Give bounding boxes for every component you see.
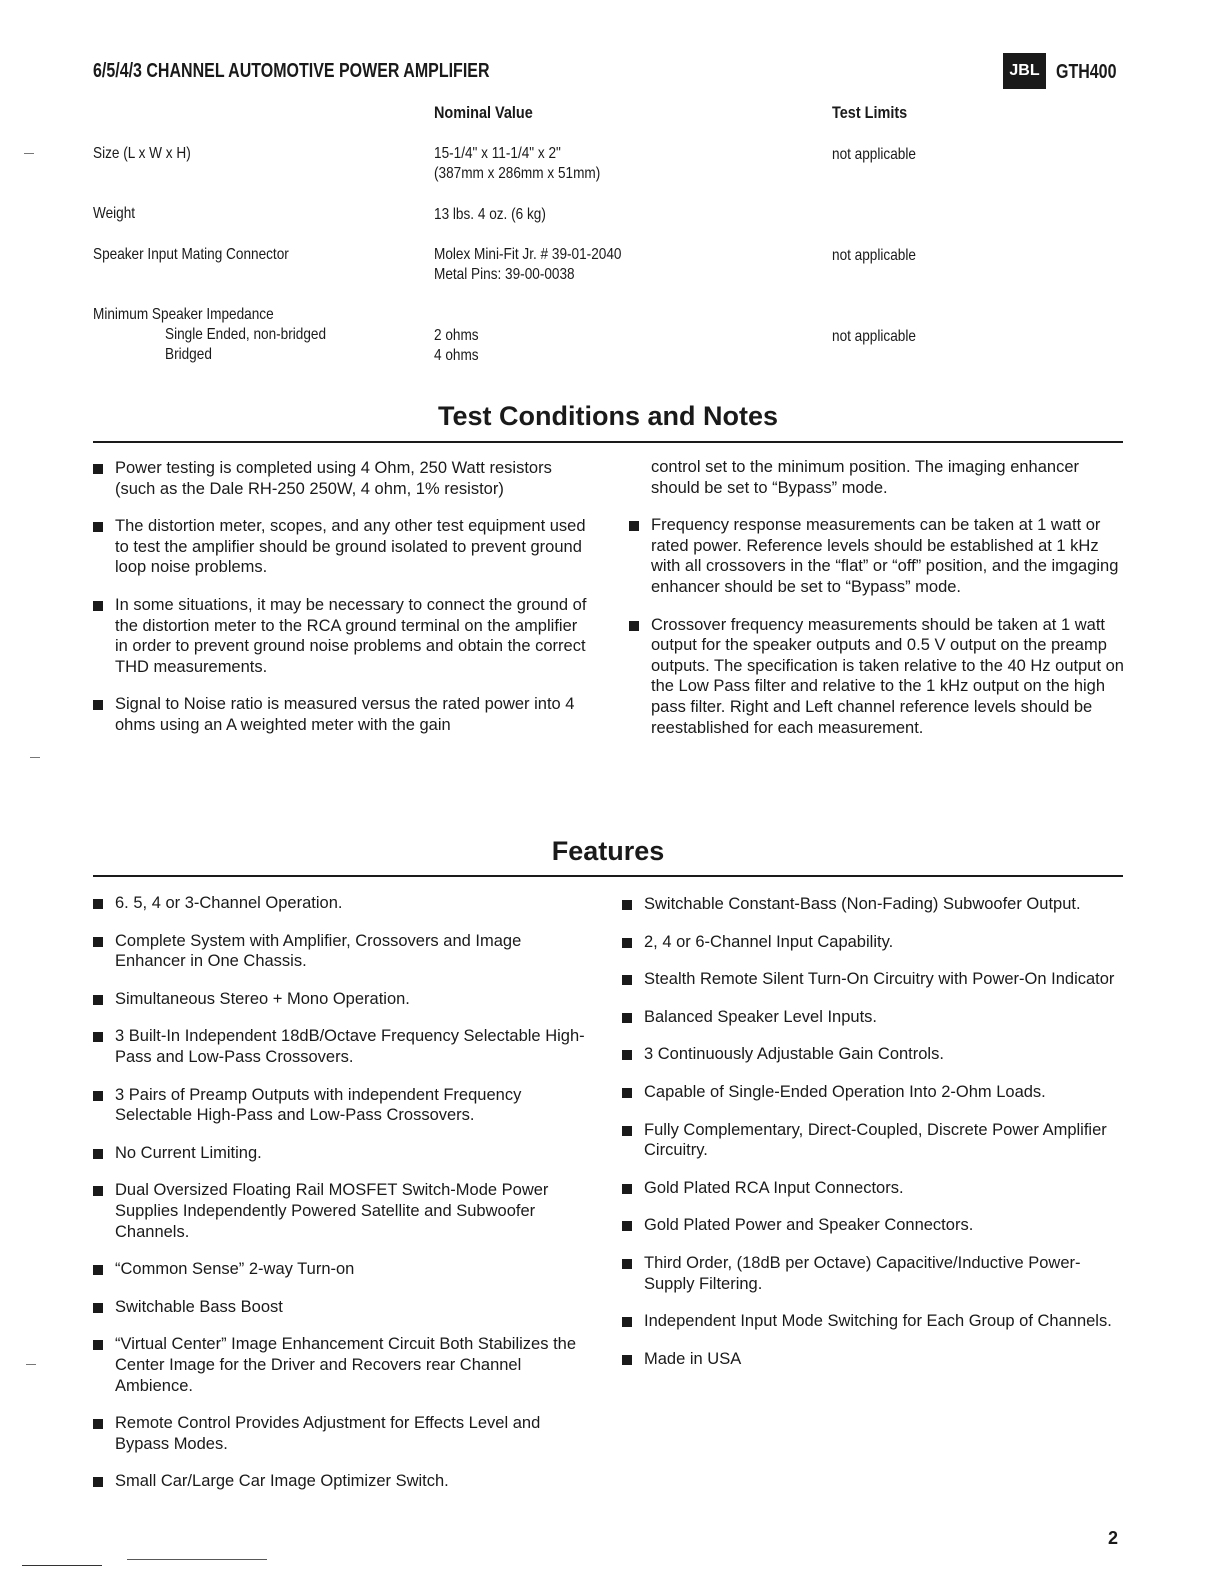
features-rule	[93, 875, 1123, 877]
feature-item	[93, 1026, 593, 1067]
impedance-single-ended: Single Ended, non-bridged	[165, 326, 327, 343]
feature-text: Third Order, (18dB per Octave) Capacitive/Inductive Power-Supply Filtering.	[644, 1253, 1081, 1293]
feature-item	[622, 932, 1122, 953]
footer-rule	[22, 1565, 102, 1566]
feature-item	[622, 1253, 1122, 1294]
size-label: Size (L x W x H)	[93, 145, 191, 162]
feature-item	[622, 1215, 1122, 1236]
bullet-icon	[622, 1317, 632, 1327]
nominal-value-header: Nominal Value	[434, 103, 533, 122]
feature-item	[93, 1413, 593, 1454]
continuation-text: control set to the minimum position. The imaging enhancer should be set to “Bypass” mode.	[651, 458, 1080, 497]
feature-item	[93, 1297, 593, 1318]
feature-text: 6. 5, 4 or 3-Channel Operation.	[115, 894, 343, 912]
margin-mark	[24, 153, 34, 154]
feature-text: Fully Complementary, Direct-Coupled, Discrete Power Amplifier Circuitry.	[644, 1120, 1107, 1160]
feature-item	[622, 1044, 1122, 1065]
feature-text: Gold Plated Power and Speaker Connectors.	[644, 1216, 974, 1235]
size-limit: not applicable	[832, 146, 916, 163]
feature-text: 3 Pairs of Preamp Outputs with independent Frequency Selectable High-Pass and Low-Pass Crossovers.	[115, 1085, 522, 1125]
bullet-icon	[622, 975, 632, 985]
bullet-icon	[93, 1265, 103, 1275]
list-item-text: In some situations, it may be necessary to connect the ground of the distortion meter to the RCA ground terminal on the amplifier in order to prevent ground noise problems and obtain the correct THD measurements.	[115, 595, 587, 676]
feature-item	[622, 894, 1122, 915]
impedance-value-2: 4 ohms	[434, 347, 479, 364]
list-item-text: Frequency response measurements can be taken at 1 watt or rated power. Reference levels should be established at 1 kHz with all crossovers in the “flat” or “off” position, and the imgaging enhancer should be set to “Bypass” mode.	[651, 516, 1119, 596]
bullet-icon	[93, 601, 103, 611]
features-left-column	[93, 893, 593, 1492]
page-number: 2	[1108, 1528, 1119, 1548]
feature-item	[622, 1120, 1122, 1161]
impedance-bridged: Bridged	[165, 346, 212, 363]
feature-item	[93, 931, 593, 972]
size-value-2: (387mm x 286mm x 51mm)	[434, 165, 601, 182]
feature-text: “Common Sense” 2-way Turn-on	[115, 1260, 355, 1279]
feature-item	[622, 1311, 1122, 1332]
bullet-icon	[93, 1149, 103, 1159]
feature-text: Made in USA	[644, 1349, 742, 1368]
size-value-1: 15-1/4" x 11-1/4" x 2"	[434, 145, 561, 162]
feature-item	[93, 1085, 593, 1126]
list-item-text: Crossover frequency measurements should be taken at 1 watt output for the speaker outputs and 0.5 V output on the preamp outputs. The specification is taken relative to the 40 Hz output on the Low Pass filter and relative to the 1 kHz output on the high pass filter. Right and Left channel reference levels should be reestablished for each measurement.	[651, 615, 1124, 737]
feature-item	[622, 1082, 1122, 1103]
logo-text: JBL	[1009, 62, 1040, 79]
bullet-icon	[93, 522, 103, 532]
connector-value-2: Metal Pins: 39-00-0038	[434, 266, 575, 283]
feature-item	[93, 893, 593, 914]
features-right-column	[622, 894, 1122, 1369]
impedance-value-1: 2 ohms	[434, 327, 479, 344]
bullet-icon	[93, 937, 103, 947]
bullet-icon	[622, 938, 632, 948]
feature-text: Complete System with Amplifier, Crossovers and Image Enhancer in One Chassis.	[115, 931, 522, 971]
feature-text: Remote Control Provides Adjustment for Effects Level and Bypass Modes.	[115, 1414, 541, 1453]
bullet-icon	[622, 1355, 632, 1365]
connector-label: Speaker Input Mating Connector	[93, 246, 289, 263]
feature-text: Capable of Single-Ended Operation Into 2-Ohm Loads.	[644, 1082, 1046, 1101]
footer-rule-blue	[127, 1559, 267, 1560]
list-item	[93, 458, 593, 499]
feature-text: Small Car/Large Car Image Optimizer Switch.	[115, 1472, 449, 1491]
bullet-icon	[622, 1088, 632, 1098]
feature-text: Switchable Bass Boost	[115, 1297, 283, 1316]
bullet-icon	[622, 1221, 632, 1231]
feature-text: 3 Continuously Adjustable Gain Controls.	[644, 1045, 944, 1064]
feature-text: Balanced Speaker Level Inputs.	[644, 1007, 877, 1026]
bullet-icon	[629, 521, 639, 531]
list-item	[93, 595, 593, 677]
feature-item	[93, 989, 593, 1010]
bullet-icon	[93, 1303, 103, 1313]
list-item-text: The distortion meter, scopes, and any other test equipment used to test the amplifier should be ground isolated to prevent ground loop noise problems.	[115, 517, 586, 577]
list-item	[629, 615, 1124, 739]
bullet-icon	[622, 1126, 632, 1136]
weight-label: Weight	[93, 205, 136, 222]
bullet-icon	[93, 899, 103, 909]
feature-text: Independent Input Mode Switching for Each Group of Channels.	[644, 1312, 1112, 1331]
bullet-icon	[622, 1259, 632, 1269]
jbl-logo	[1003, 53, 1046, 89]
list-item-text: Signal to Noise ratio is measured versus the rated power into 4 ohms using an A weighted meter with the gain	[115, 695, 575, 734]
impedance-label: Minimum Speaker Impedance	[93, 306, 274, 323]
list-item-text: Power testing is completed using 4 Ohm, 250 Watt resistors (such as the Dale RH-250 250W, 4 ohm, 1% resistor)	[115, 459, 552, 498]
test-conditions-title: Test Conditions and Notes	[437, 401, 778, 431]
feature-item	[622, 1349, 1122, 1370]
feature-item	[93, 1259, 593, 1280]
feature-text: 3 Built-In Independent 18dB/Octave Frequency Selectable High-Pass and Low-Pass Crossovers.	[115, 1027, 585, 1066]
bullet-icon	[629, 621, 639, 631]
test-limits-header: Test Limits	[832, 103, 908, 122]
feature-item	[622, 1178, 1122, 1199]
margin-mark	[26, 1364, 36, 1365]
feature-text: Switchable Constant-Bass (Non-Fading) Subwoofer Output.	[644, 895, 1081, 913]
feature-text: Dual Oversized Floating Rail MOSFET Switch-Mode Power Supplies Independently Powered Satellite and Subwoofer Channels.	[115, 1181, 549, 1241]
impedance-limit: not applicable	[832, 328, 916, 345]
bullet-icon	[93, 464, 103, 474]
bullet-icon	[93, 1091, 103, 1101]
bullet-icon	[622, 1050, 632, 1060]
list-item	[93, 694, 593, 735]
margin-mark	[30, 757, 40, 758]
bullet-icon	[622, 1184, 632, 1194]
feature-item	[93, 1143, 593, 1164]
bullet-icon	[93, 995, 103, 1005]
bullet-icon	[622, 900, 632, 910]
model-number: GTH400	[1056, 61, 1117, 83]
feature-item	[93, 1180, 593, 1242]
bullet-icon	[93, 1032, 103, 1042]
feature-item	[93, 1471, 593, 1492]
list-item	[93, 516, 593, 578]
test-conditions-right-column	[629, 457, 1124, 738]
feature-item	[622, 969, 1122, 990]
feature-text: “Virtual Center” Image Enhancement Circuit Both Stabilizes the Center Image for the Driver and Recovers rear Channel Ambience.	[115, 1335, 577, 1395]
feature-item	[622, 1007, 1122, 1028]
connector-value-1: Molex Mini-Fit Jr. # 39-01-2040	[434, 246, 622, 263]
feature-text: Gold Plated RCA Input Connectors.	[644, 1178, 904, 1197]
feature-text: No Current Limiting.	[115, 1143, 262, 1162]
bullet-icon	[93, 1340, 103, 1350]
bullet-icon	[93, 700, 103, 710]
features-title: Features	[551, 836, 665, 866]
bullet-icon	[93, 1419, 103, 1429]
bullet-icon	[93, 1186, 103, 1196]
weight-value: 13 lbs. 4 oz. (6 kg)	[434, 206, 546, 223]
test-conditions-left-column	[93, 458, 593, 736]
document-title: 6/5/4/3 CHANNEL AUTOMOTIVE POWER AMPLIFIER	[93, 60, 490, 82]
feature-item	[93, 1334, 593, 1396]
bullet-icon	[93, 1477, 103, 1487]
bullet-icon	[622, 1013, 632, 1023]
feature-text: Simultaneous Stereo + Mono Operation.	[115, 989, 410, 1008]
test-conditions-rule	[93, 441, 1123, 443]
feature-text: Stealth Remote Silent Turn-On Circuitry with Power-On Indicator	[644, 970, 1115, 989]
list-item	[629, 515, 1124, 597]
feature-text: 2, 4 or 6-Channel Input Capability.	[644, 932, 894, 951]
connector-limit: not applicable	[832, 247, 916, 264]
